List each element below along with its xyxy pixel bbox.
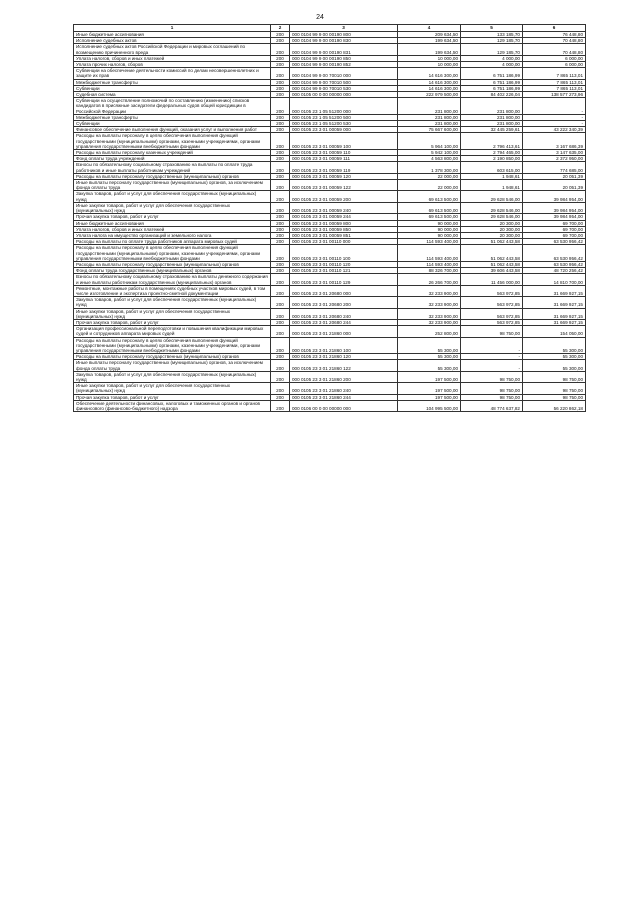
row-name-cell: Расходы на выплаты персоналу в целях обеспечения выполнения функций государственными (муниципальными) органами, казенными учреждениями, органами управления государственными внебюджетными фондами (74, 337, 271, 354)
row-name-cell: Субвенции на обеспечение деятельности комиссий по делам несовершеннолетних и защите их прав (74, 68, 271, 79)
row-name-cell: Субвенции (74, 85, 271, 91)
row-executed-amount-cell: 20 300,00 (461, 232, 523, 238)
row-classification-code-cell: 000 0105 23 3 01 00059 000 (290, 127, 398, 133)
table-row (74, 297, 586, 308)
row-name-cell: Прочая закупка товаров, работ и услуг (74, 214, 271, 220)
row-classification-code-cell: 000 0105 23 3 01 20680 200 (290, 297, 398, 308)
row-approved-amount-cell: 4 563 800,00 (398, 156, 461, 162)
row-code-cell: 200 (271, 114, 290, 120)
row-classification-code-cell: 000 0105 23 3 01 00059 851 (290, 232, 398, 238)
row-code-cell: 200 (271, 394, 290, 400)
row-classification-code-cell: 000 0105 23 3 01 00059 111 (290, 156, 398, 162)
row-unexecuted-amount-cell: 7 865 113,01 (523, 79, 586, 85)
row-approved-amount-cell: 75 667 600,00 (398, 127, 461, 133)
row-approved-amount-cell: 26 266 700,00 (398, 274, 461, 285)
row-name-cell: Субвенции (74, 121, 271, 127)
row-approved-amount-cell: 114 593 400,00 (398, 239, 461, 245)
row-name-cell: Иные закупки товаров, работ и услуг для обеспечения государственных (муниципальных) нужд (74, 308, 271, 319)
row-unexecuted-amount-cell: 2 372 950,00 (523, 156, 586, 162)
table-row (74, 68, 586, 79)
row-code-cell: 200 (271, 297, 290, 308)
row-approved-amount-cell: 14 616 300,00 (398, 68, 461, 79)
row-code-cell: 200 (271, 121, 290, 127)
row-name-cell: Прочая закупка товаров, работ и услуг (74, 394, 271, 400)
row-executed-amount-cell: 51 062 443,58 (461, 245, 523, 262)
row-approved-amount-cell: 1 378 300,00 (398, 162, 461, 173)
row-unexecuted-amount-cell: - (523, 114, 586, 120)
budget-execution-table (73, 24, 586, 412)
row-approved-amount-cell: 55 300,00 (398, 337, 461, 354)
row-approved-amount-cell: 114 593 400,00 (398, 245, 461, 262)
row-executed-amount-cell: 563 972,85 (461, 285, 523, 296)
row-executed-amount-cell: 98 750,00 (461, 394, 523, 400)
row-code-cell: 200 (271, 214, 290, 220)
row-classification-code-cell: 000 0105 23 3 01 00059 240 (290, 202, 398, 213)
row-unexecuted-amount-cell: 39 984 954,00 (523, 214, 586, 220)
row-executed-amount-cell: 98 750,00 (461, 383, 523, 394)
row-unexecuted-amount-cell: 7 865 113,01 (523, 85, 586, 91)
row-name-cell: Судебная система (74, 92, 271, 98)
row-code-cell: 200 (271, 383, 290, 394)
row-unexecuted-amount-cell: 70 448,80 (523, 44, 586, 55)
row-code-cell: 200 (271, 133, 290, 150)
row-unexecuted-amount-cell: 31 669 927,15 (523, 308, 586, 319)
row-approved-amount-cell: 32 233 900,00 (398, 297, 461, 308)
row-approved-amount-cell: 22 000,00 (398, 180, 461, 191)
table-row (74, 326, 586, 337)
row-code-cell: 200 (271, 38, 290, 44)
row-classification-code-cell: 000 0105 23 3 01 00110 100 (290, 245, 398, 262)
row-name-cell: Иные выплаты персоналу государственных (муниципальных) органов, за исключением фонда оплаты труда (74, 180, 271, 191)
table-row (74, 394, 586, 400)
row-approved-amount-cell: 104 995 500,00 (398, 400, 461, 411)
row-code-cell: 200 (271, 180, 290, 191)
row-classification-code-cell: 000 0105 23 3 01 00059 100 (290, 133, 398, 150)
row-code-cell: 200 (271, 274, 290, 285)
row-code-cell: 200 (271, 62, 290, 68)
column-header: 1 (74, 25, 271, 32)
row-executed-amount-cell: 32 445 259,61 (461, 127, 523, 133)
row-classification-code-cell: 000 0105 23 3 01 00059 800 (290, 220, 398, 226)
row-classification-code-cell: 000 0105 23 3 01 00059 119 (290, 162, 398, 173)
row-name-cell: Уплата налогов, сборов и иных платежей (74, 226, 271, 232)
row-executed-amount-cell: 563 972,85 (461, 319, 523, 325)
row-name-cell: Расходы на выплаты персоналу в целях обеспечения выполнения функций государственными (муниципальными) органами, казенными учреждениями, органами управления государственными внебюджетными фондами (74, 133, 271, 150)
row-code-cell: 200 (271, 92, 290, 98)
table-row (74, 191, 586, 202)
row-code-cell: 200 (271, 226, 290, 232)
row-name-cell: Прочая закупка товаров, работ и услуг (74, 319, 271, 325)
row-approved-amount-cell: 209 634,50 (398, 32, 461, 38)
row-unexecuted-amount-cell: 70 448,80 (523, 38, 586, 44)
row-classification-code-cell: 000 0104 99 9 00 00190 852 (290, 62, 398, 68)
row-unexecuted-amount-cell: 63 530 956,42 (523, 245, 586, 262)
row-unexecuted-amount-cell: 56 220 862,18 (523, 400, 586, 411)
row-unexecuted-amount-cell: 69 700,00 (523, 226, 586, 232)
row-approved-amount-cell: 10 000,00 (398, 55, 461, 61)
row-code-cell: 200 (271, 326, 290, 337)
row-unexecuted-amount-cell: 20 051,39 (523, 173, 586, 179)
table-row (74, 180, 586, 191)
row-name-cell: Закупка товаров, работ и услуг для обеспечения государственных (муниципальных) нужд (74, 191, 271, 202)
row-code-cell: 200 (271, 173, 290, 179)
table-row (74, 337, 586, 354)
table-body (74, 32, 586, 412)
row-approved-amount-cell: 10 000,00 (398, 62, 461, 68)
row-executed-amount-cell: 98 750,00 (461, 326, 523, 337)
row-unexecuted-amount-cell: - (523, 121, 586, 127)
row-approved-amount-cell: 199 634,50 (398, 44, 461, 55)
row-classification-code-cell: 000 0105 23 3 01 00110 000 (290, 239, 398, 245)
row-classification-code-cell: 000 0105 23 3 01 00110 129 (290, 274, 398, 285)
row-code-cell: 200 (271, 156, 290, 162)
row-classification-code-cell: 000 0104 99 9 00 70010 000 (290, 68, 398, 79)
row-name-cell: Взносы по обязательному социальному страхованию на выплаты денежного содержания и иные выплаты работникам государственных (муниципальных) органов (74, 274, 271, 285)
row-code-cell: 200 (271, 245, 290, 262)
row-classification-code-cell: 000 0105 23 1 05 51200 000 (290, 98, 398, 115)
row-code-cell: 200 (271, 55, 290, 61)
row-approved-amount-cell: 197 500,00 (398, 394, 461, 400)
row-classification-code-cell: 000 0105 23 3 01 00059 122 (290, 180, 398, 191)
table-row (74, 360, 586, 371)
table-row (74, 308, 586, 319)
row-name-cell: Закупка товаров, работ и услуг для обеспечения государственных (муниципальных) нужд (74, 371, 271, 382)
row-classification-code-cell: 000 0105 23 3 01 21860 244 (290, 394, 398, 400)
row-code-cell: 200 (271, 202, 290, 213)
row-code-cell: 200 (271, 191, 290, 202)
row-unexecuted-amount-cell: 98 750,00 (523, 383, 586, 394)
row-unexecuted-amount-cell: 55 300,00 (523, 354, 586, 360)
row-classification-code-cell: 000 0104 99 9 00 00190 831 (290, 44, 398, 55)
row-executed-amount-cell: 6 751 186,99 (461, 79, 523, 85)
row-classification-code-cell: 000 0105 23 3 01 00059 120 (290, 173, 398, 179)
row-name-cell: Организация профессиональной переподготовки и повышения квалификации мировых судей и сотрудников аппарата мировых судей (74, 326, 271, 337)
row-code-cell: 200 (271, 261, 290, 267)
row-executed-amount-cell: 29 628 546,00 (461, 191, 523, 202)
row-executed-amount-cell: 2 796 413,61 (461, 133, 523, 150)
row-name-cell: Ремонтные, монтажные работы в помещениях судебных участков мировых судей, в том числе изготовление и экспертиза проектно-сметной документации (74, 285, 271, 296)
row-executed-amount-cell: 1 948,61 (461, 173, 523, 179)
row-executed-amount-cell: 20 300,00 (461, 220, 523, 226)
row-approved-amount-cell: 197 500,00 (398, 383, 461, 394)
row-unexecuted-amount-cell: 154 050,00 (523, 326, 586, 337)
row-classification-code-cell: 000 0104 99 9 00 70010 530 (290, 85, 398, 91)
row-name-cell: Расходы на выплаты персоналу государственных (муниципальных) органов (74, 173, 271, 179)
row-approved-amount-cell: 14 616 300,00 (398, 79, 461, 85)
table-row (74, 173, 586, 179)
row-executed-amount-cell: 29 628 546,00 (461, 214, 523, 220)
row-classification-code-cell: 000 0105 23 3 01 21860 122 (290, 360, 398, 371)
row-classification-code-cell: 000 0104 99 9 00 00190 830 (290, 38, 398, 44)
row-unexecuted-amount-cell: 55 300,00 (523, 360, 586, 371)
row-name-cell: Обеспечение деятельности финансовых, налоговых и таможенных органов и органов финансового (финансово-бюджетного) надзора (74, 400, 271, 411)
table-row (74, 400, 586, 411)
row-approved-amount-cell: 90 000,00 (398, 220, 461, 226)
table-row (74, 226, 586, 232)
row-approved-amount-cell: 231 800,00 (398, 114, 461, 120)
table-header-row (74, 25, 586, 32)
row-classification-code-cell: 000 0105 23 3 01 00110 120 (290, 261, 398, 267)
row-name-cell: Фонд оплаты труда государственных (муниципальных) органов (74, 268, 271, 274)
row-classification-code-cell: 000 0105 23 3 01 21860 240 (290, 383, 398, 394)
row-unexecuted-amount-cell: 39 984 954,00 (523, 202, 586, 213)
row-name-cell: Иные закупки товаров, работ и услуг для обеспечения государственных (муниципальных) нужд (74, 202, 271, 213)
row-approved-amount-cell: 199 634,50 (398, 38, 461, 44)
row-unexecuted-amount-cell: 98 750,00 (523, 371, 586, 382)
row-unexecuted-amount-cell: 6 000,00 (523, 62, 586, 68)
row-unexecuted-amount-cell: 43 222 340,39 (523, 127, 586, 133)
table-row (74, 202, 586, 213)
row-code-cell: 200 (271, 400, 290, 411)
row-code-cell: 200 (271, 98, 290, 115)
table-row (74, 162, 586, 173)
table-row (74, 44, 586, 55)
row-approved-amount-cell: 88 326 700,00 (398, 268, 461, 274)
row-name-cell: Взносы по обязательному социальному страхованию на выплаты по оплате труда работников и иные выплаты работникам учреждений (74, 162, 271, 173)
row-name-cell: Уплата налогов, сборов и иных платежей (74, 55, 271, 61)
row-unexecuted-amount-cell: 14 810 700,00 (523, 274, 586, 285)
row-approved-amount-cell: 222 979 500,00 (398, 92, 461, 98)
table-row (74, 268, 586, 274)
row-classification-code-cell: 000 0105 23 3 01 00059 110 (290, 150, 398, 156)
row-approved-amount-cell: 32 233 900,00 (398, 308, 461, 319)
row-executed-amount-cell: 84 402 226,04 (461, 92, 523, 98)
row-executed-amount-cell: 39 606 443,58 (461, 268, 523, 274)
row-code-cell: 200 (271, 127, 290, 133)
row-classification-code-cell: 000 0105 23 3 01 21860 120 (290, 354, 398, 360)
row-classification-code-cell: 000 0105 23 3 01 20680 240 (290, 308, 398, 319)
row-approved-amount-cell: 69 613 500,00 (398, 202, 461, 213)
row-name-cell: Расходы на выплаты персоналу государственных (муниципальных) органов (74, 354, 271, 360)
row-name-cell: Исполнение судебных актов (74, 38, 271, 44)
table-row (74, 214, 586, 220)
table-row (74, 245, 586, 262)
table-row (74, 285, 586, 296)
row-executed-amount-cell: - (461, 360, 523, 371)
row-name-cell: Финансовое обеспечение выполнения функций, оказания услуг и выполнения работ (74, 127, 271, 133)
row-executed-amount-cell: - (461, 354, 523, 360)
row-code-cell: 200 (271, 150, 290, 156)
row-classification-code-cell: 000 0105 23 3 01 00059 244 (290, 214, 398, 220)
row-name-cell: Закупка товаров, работ и услуг для обеспечения государственных (муниципальных) нужд (74, 297, 271, 308)
row-code-cell: 200 (271, 308, 290, 319)
row-approved-amount-cell: 90 000,00 (398, 226, 461, 232)
row-name-cell: Межбюджетные трансферты (74, 114, 271, 120)
row-name-cell: Расходы на выплаты персоналу казенных учреждений (74, 150, 271, 156)
table-row (74, 383, 586, 394)
row-classification-code-cell: 000 0105 23 1 05 51200 530 (290, 121, 398, 127)
row-name-cell: Иные бюджетные ассигнования (74, 32, 271, 38)
row-code-cell: 200 (271, 239, 290, 245)
row-approved-amount-cell: 32 233 900,00 (398, 285, 461, 296)
row-name-cell: Фонд оплаты труда учреждений (74, 156, 271, 162)
row-approved-amount-cell: 69 613 500,00 (398, 214, 461, 220)
row-approved-amount-cell: 5 964 100,00 (398, 133, 461, 150)
row-unexecuted-amount-cell: 39 984 954,00 (523, 191, 586, 202)
row-unexecuted-amount-cell: - (523, 98, 586, 115)
row-unexecuted-amount-cell: 138 577 273,96 (523, 92, 586, 98)
row-code-cell: 200 (271, 85, 290, 91)
table-row (74, 371, 586, 382)
row-executed-amount-cell: 2 190 850,00 (461, 156, 523, 162)
page-number: 24 (316, 14, 324, 21)
row-classification-code-cell: 000 0105 23 3 01 20680 244 (290, 319, 398, 325)
row-name-cell: Иные бюджетные ассигнования (74, 220, 271, 226)
row-executed-amount-cell: 231 800,00 (461, 114, 523, 120)
row-unexecuted-amount-cell: 48 720 256,42 (523, 268, 586, 274)
row-executed-amount-cell: 563 972,85 (461, 297, 523, 308)
row-executed-amount-cell: 51 062 443,58 (461, 261, 523, 267)
row-executed-amount-cell: 6 751 186,99 (461, 85, 523, 91)
table-row (74, 261, 586, 267)
row-unexecuted-amount-cell: 63 530 956,42 (523, 239, 586, 245)
table-row (74, 274, 586, 285)
row-unexecuted-amount-cell: 6 000,00 (523, 55, 586, 61)
row-executed-amount-cell: 4 000,00 (461, 62, 523, 68)
row-executed-amount-cell: - (461, 337, 523, 354)
row-code-cell: 200 (271, 319, 290, 325)
table-row (74, 150, 586, 156)
table-row (74, 55, 586, 61)
row-executed-amount-cell: 48 774 637,82 (461, 400, 523, 411)
row-code-cell: 200 (271, 354, 290, 360)
row-classification-code-cell: 000 0105 23 3 01 00110 121 (290, 268, 398, 274)
column-header: 3 (290, 25, 398, 32)
row-executed-amount-cell: 231 800,00 (461, 98, 523, 115)
row-executed-amount-cell: 133 185,70 (461, 32, 523, 38)
row-approved-amount-cell: 22 000,00 (398, 173, 461, 179)
row-executed-amount-cell: 2 794 465,00 (461, 150, 523, 156)
row-approved-amount-cell: 114 593 400,00 (398, 261, 461, 267)
column-header: 4 (398, 25, 461, 32)
row-name-cell: Межбюджетные трансферты (74, 79, 271, 85)
row-unexecuted-amount-cell: 69 700,00 (523, 232, 586, 238)
row-classification-code-cell: 000 0106 00 0 00 00000 000 (290, 400, 398, 411)
row-classification-code-cell: 000 0105 23 3 01 00059 850 (290, 226, 398, 232)
row-name-cell: Субвенции на осуществление полномочий по составлению (изменению) списков кандидатов в присяжные заседатели федеральных судов общей юрисдикции в Российской Федерации (74, 98, 271, 115)
row-code-cell: 200 (271, 162, 290, 173)
row-code-cell: 200 (271, 371, 290, 382)
row-code-cell: 200 (271, 337, 290, 354)
table-row (74, 133, 586, 150)
row-code-cell: 200 (271, 268, 290, 274)
row-executed-amount-cell: 1 948,61 (461, 180, 523, 191)
column-header: 2 (271, 25, 290, 32)
row-executed-amount-cell: 6 751 186,99 (461, 68, 523, 79)
row-unexecuted-amount-cell: 98 750,00 (523, 394, 586, 400)
row-code-cell: 200 (271, 360, 290, 371)
row-executed-amount-cell: 20 300,00 (461, 226, 523, 232)
row-unexecuted-amount-cell: 69 700,00 (523, 220, 586, 226)
row-approved-amount-cell: 69 613 500,00 (398, 191, 461, 202)
table-row (74, 127, 586, 133)
row-name-cell: Уплата прочих налогов, сборов (74, 62, 271, 68)
row-name-cell: Исполнение судебных актов Российской Федерации и мировых соглашений по возмещению причиненного вреда (74, 44, 271, 55)
row-executed-amount-cell: 603 615,00 (461, 162, 523, 173)
row-executed-amount-cell: 51 062 443,58 (461, 239, 523, 245)
row-name-cell: Иные выплаты персоналу государственных (муниципальных) органов, за исключением фонда оплаты труда (74, 360, 271, 371)
row-executed-amount-cell: 563 972,85 (461, 308, 523, 319)
row-approved-amount-cell: 55 300,00 (398, 360, 461, 371)
row-classification-code-cell: 000 0105 23 3 01 20680 000 (290, 285, 398, 296)
row-approved-amount-cell: 5 942 100,00 (398, 150, 461, 156)
row-approved-amount-cell: 197 500,00 (398, 371, 461, 382)
row-executed-amount-cell: 129 185,70 (461, 44, 523, 55)
row-classification-code-cell: 000 0104 99 9 00 00190 800 (290, 32, 398, 38)
row-unexecuted-amount-cell: 31 669 927,15 (523, 319, 586, 325)
row-code-cell: 200 (271, 68, 290, 79)
row-classification-code-cell: 000 0104 99 9 00 70010 500 (290, 79, 398, 85)
row-executed-amount-cell: 129 185,70 (461, 38, 523, 44)
table-row (74, 98, 586, 115)
row-executed-amount-cell: 11 456 000,00 (461, 274, 523, 285)
row-approved-amount-cell: 32 233 900,00 (398, 319, 461, 325)
row-name-cell: Иные закупки товаров, работ и услуг для обеспечения государственных (муниципальных) нужд (74, 383, 271, 394)
row-classification-code-cell: 000 0105 23 3 01 00059 200 (290, 191, 398, 202)
row-executed-amount-cell: 231 800,00 (461, 121, 523, 127)
row-approved-amount-cell: 14 616 300,00 (398, 85, 461, 91)
row-approved-amount-cell: 55 300,00 (398, 354, 461, 360)
column-header: 5 (461, 25, 523, 32)
table-row (74, 319, 586, 325)
row-unexecuted-amount-cell: 3 167 686,39 (523, 133, 586, 150)
table-row (74, 239, 586, 245)
row-code-cell: 200 (271, 285, 290, 296)
row-classification-code-cell: 000 0105 00 0 00 00000 000 (290, 92, 398, 98)
row-approved-amount-cell: 90 000,00 (398, 232, 461, 238)
row-classification-code-cell: 000 0105 23 3 01 21860 100 (290, 337, 398, 354)
row-classification-code-cell: 000 0105 23 1 05 51200 500 (290, 114, 398, 120)
table-row (74, 232, 586, 238)
row-unexecuted-amount-cell: 76 448,80 (523, 32, 586, 38)
row-code-cell: 200 (271, 44, 290, 55)
row-name-cell: Расходы на выплаты по оплате труда работников аппарата мировых судей (74, 239, 271, 245)
row-approved-amount-cell: 252 800,00 (398, 326, 461, 337)
row-code-cell: 200 (271, 232, 290, 238)
row-approved-amount-cell: 231 800,00 (398, 121, 461, 127)
row-unexecuted-amount-cell: 55 300,00 (523, 337, 586, 354)
row-unexecuted-amount-cell: 7 865 113,01 (523, 68, 586, 79)
row-executed-amount-cell: 29 628 546,00 (461, 202, 523, 213)
row-executed-amount-cell: 4 000,00 (461, 55, 523, 61)
row-unexecuted-amount-cell: 63 530 956,42 (523, 261, 586, 267)
row-name-cell: Уплата налога на имущество организаций и земельного налога (74, 232, 271, 238)
column-header: 6 (523, 25, 586, 32)
row-classification-code-cell: 000 0105 23 3 01 21860 200 (290, 371, 398, 382)
row-approved-amount-cell: 231 800,00 (398, 98, 461, 115)
row-name-cell: Расходы на выплаты персоналу государственных (муниципальных) органов (74, 261, 271, 267)
row-code-cell: 200 (271, 32, 290, 38)
row-code-cell: 200 (271, 79, 290, 85)
row-code-cell: 200 (271, 220, 290, 226)
row-executed-amount-cell: 98 750,00 (461, 371, 523, 382)
row-unexecuted-amount-cell: 3 147 635,00 (523, 150, 586, 156)
row-name-cell: Расходы на выплаты персоналу в целях обеспечения выполнения функций государственными (муниципальными) органами, казенными учреждениями, органами управления государственными внебюджетными фондами (74, 245, 271, 262)
row-unexecuted-amount-cell: 774 685,00 (523, 162, 586, 173)
row-classification-code-cell: 000 0104 99 9 00 00190 850 (290, 55, 398, 61)
row-unexecuted-amount-cell: 31 669 927,15 (523, 297, 586, 308)
row-classification-code-cell: 000 0105 23 3 01 21860 000 (290, 326, 398, 337)
row-unexecuted-amount-cell: 31 669 927,15 (523, 285, 586, 296)
row-unexecuted-amount-cell: 20 051,39 (523, 180, 586, 191)
